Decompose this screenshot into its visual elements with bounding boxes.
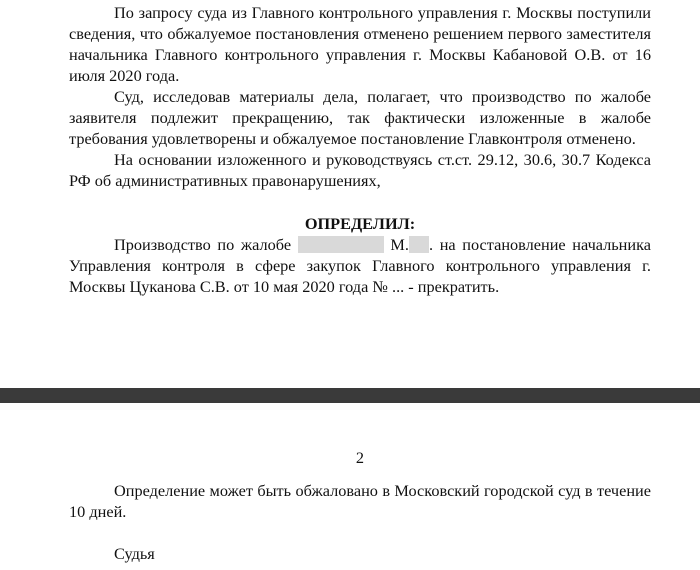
redacted-surname (298, 236, 384, 253)
signature-label: Судья (114, 544, 155, 563)
redacted-initial (409, 236, 429, 253)
document-page-2 (0, 403, 700, 570)
page-number: 2 (355, 448, 365, 467)
paragraph-court-request: По запросу суда из Главного контрольного управления г. Москвы поступили сведения, что обжалуемое постановления отменено решением первого заместителя начальника Главного контрольного управления г. Москвы Кабановой О.В. от 16 июля 2020 года. (69, 3, 651, 85)
ruling-text-before: Производство по жалобе (114, 235, 292, 254)
page-2-body (69, 480, 651, 564)
paragraph-legal-basis: На основании изложенного и руководствуясь ст.ст. 29.12, 30.6, 30.7 Кодекса РФ об административных правонарушениях, (69, 150, 651, 190)
ruling-text-after: . на постановление начальника Управления контроля в сфере закупок Главного контрольного управления г. Москвы Цуканова С.В. от 10 мая 2020 года № ... - прекратить. (69, 235, 651, 296)
page-separator (0, 388, 700, 403)
paragraph-ruling (69, 234, 651, 297)
page-1-body (69, 2, 651, 297)
paragraph-court-conclusion: Суд, исследовав материалы дела, полагает, что производство по жалобе заявителя подлежит прекращению, так фактически изложенные в жалобе требования удовлетворены и обжалуемое постановление Главконтроля отменено. (69, 87, 651, 148)
ruling-initial: М. (390, 235, 409, 254)
ruling-heading: ОПРЕДЕЛИЛ: (304, 214, 416, 233)
paragraph-appeal: Определение может быть обжаловано в Московский городской суд в течение 10 дней. (69, 481, 651, 521)
